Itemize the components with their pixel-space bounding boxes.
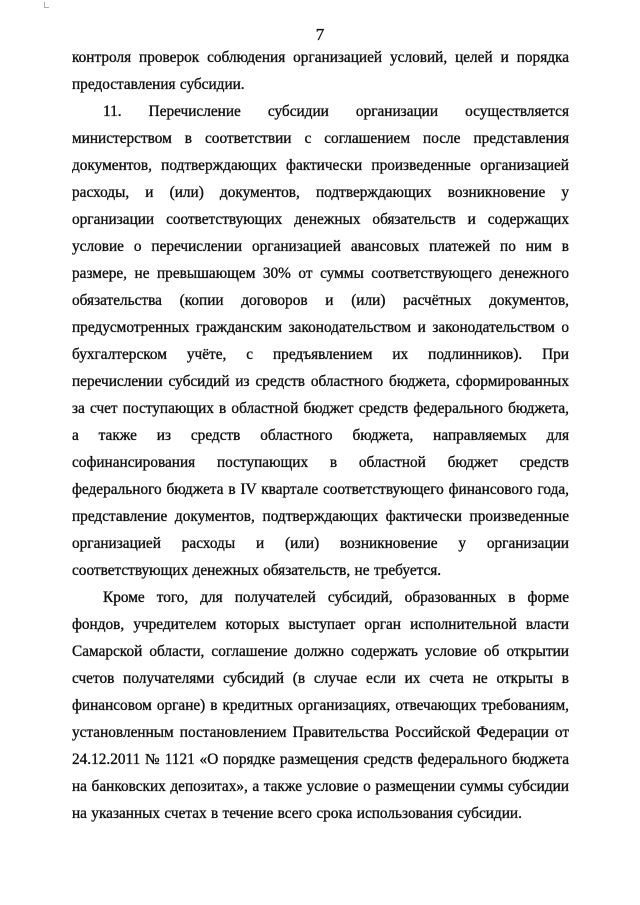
text-line: Кроме того, для получателей субсидий, образованных в форме [103, 589, 569, 606]
scan-speck-icon [44, 2, 49, 8]
text-line: организации соответствующих денежных обязательств и содержащих [72, 211, 569, 228]
text-line: на указанных счетах в течение всего срока использования субсидии. [72, 805, 522, 822]
text-line: федерального бюджета в IV квартале соответствующего финансового года, [72, 481, 569, 498]
text-line: организацией расходы и (или) возникновение у организации [72, 535, 569, 552]
text-line: соответствующих денежных обязательств, не требуется. [72, 562, 442, 579]
text-line: софинансирования поступающих в областной бюджет средств [72, 454, 569, 471]
text-line: предоставления субсидии. [72, 76, 245, 93]
paragraph [72, 584, 569, 827]
paragraph [72, 98, 569, 584]
text-line: перечислении субсидий из средств областного бюджета, сформированных [72, 373, 569, 390]
text-line: финансовом органе) в кредитных организациях, отвечающих требованиям, [72, 697, 569, 714]
document-body [72, 44, 569, 827]
paragraph [72, 44, 569, 98]
text-line: предусмотренных гражданским законодательством и законодательством о [72, 319, 569, 336]
text-line: а также из средств областного бюджета, направляемых для [72, 427, 569, 444]
text-line: бухгалтерском учёте, с предъявлением их подлинников). При [72, 346, 569, 363]
text-line: установленным постановлением Правительства Российской Федерации от [72, 724, 569, 741]
text-line: 24.12.2011 № 1121 «О порядке размещения средств федерального бюджета [72, 751, 569, 768]
text-line: 11. Перечисление субсидии организации осуществляется [103, 103, 569, 120]
text-line: размере, не превышающем 30% от суммы соответствующего денежного [72, 265, 569, 282]
text-line: Самарской области, соглашение должно содержать условие об открытии [72, 643, 569, 660]
text-line: контроля проверок соблюдения организацией условий, целей и порядка [72, 49, 569, 66]
text-line: условие о перечислении организацией авансовых платежей по ним в [72, 238, 569, 255]
text-line: министерством в соответствии с соглашением после представления [72, 130, 569, 147]
text-line: за счет поступающих в областной бюджет средств федерального бюджета, [72, 400, 569, 417]
text-line: счетов получателями субсидий (в случае если их счета не открыты в [72, 670, 569, 687]
page-number: 7 [315, 25, 325, 44]
text-line: представление документов, подтверждающих фактически произведенные [72, 508, 569, 525]
text-line: обязательства (копии договоров и (или) расчётных документов, [72, 292, 569, 309]
text-line: расходы, и (или) документов, подтверждающих возникновение у [72, 184, 569, 201]
text-line: на банковских депозитах», а также условие о размещении суммы субсидии [72, 778, 569, 795]
text-line: фондов, учредителем которых выступает орган исполнительной власти [72, 616, 569, 633]
text-line: документов, подтверждающих фактически произведенные организацией [72, 157, 569, 174]
